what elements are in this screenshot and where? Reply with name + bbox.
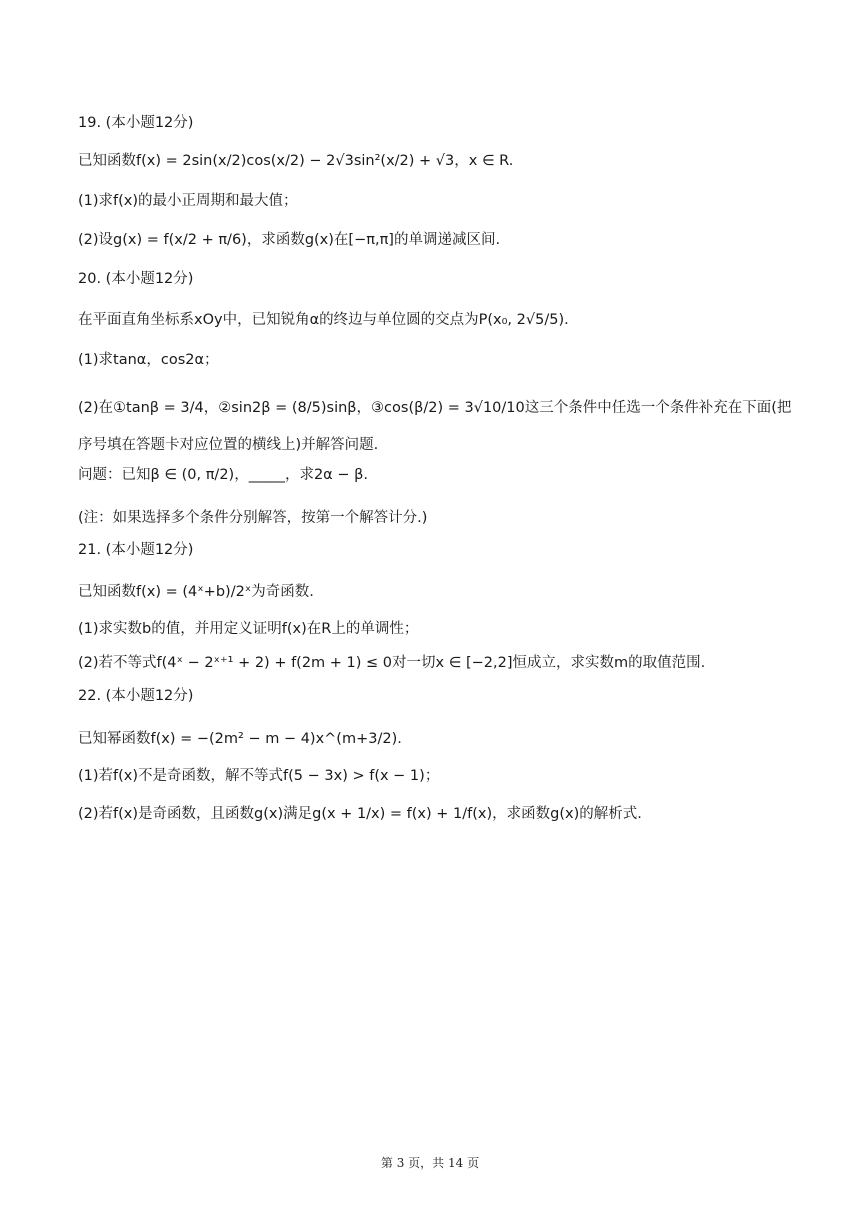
question-20-note: (注：如果选择多个条件分别解答，按第一个解答计分.) bbox=[78, 510, 428, 526]
question-20-problem: 问题：已知β ∈ (0, π/2)，_____，求2α − β. bbox=[78, 467, 368, 483]
question-20-stem: 在平面直角坐标系xOy中，已知锐角α的终边与单位圆的交点为P(x₀, 2√5/5). bbox=[78, 312, 569, 328]
question-22-header: 22. (本小题12分) bbox=[78, 688, 194, 704]
question-20-part-1: (1)求tanα，cos2α； bbox=[78, 352, 219, 368]
question-19-part-2: (2)设g(x) = f(x/2 + π/6)，求函数g(x)在[−π,π]的单调递减区间. bbox=[78, 232, 501, 248]
question-21-stem: 已知函数f(x) = (4ˣ+b)/2ˣ为奇函数. bbox=[78, 584, 314, 600]
question-19-stem: 已知函数f(x) = 2sin(x/2)cos(x/2) − 2√3sin²(x/2) + √3，x ∈ R. bbox=[78, 153, 514, 169]
question-20-header: 20. (本小题12分) bbox=[78, 271, 194, 287]
question-21-header: 21. (本小题12分) bbox=[78, 542, 194, 558]
question-20-part-2: (2)在①tanβ = 3/4，②sin2β = (8/5)sinβ，③cos(β/2) = 3√10/10这三个条件中任选一个条件补充在下面(把序号填在答题卡对应位置的横线上)并解答问题. bbox=[78, 400, 792, 453]
question-22-part-1: (1)若f(x)不是奇函数，解不等式f(5 − 3x) > f(x − 1)； bbox=[78, 768, 440, 784]
question-19-header: 19. (本小题12分) bbox=[78, 115, 194, 131]
question-21-part-1: (1)求实数b的值，并用定义证明f(x)在R上的单调性； bbox=[78, 621, 419, 637]
page-number-footer: 第 3 页，共 14 页 bbox=[380, 1156, 480, 1170]
question-22-stem: 已知幂函数f(x) = −(2m² − m − 4)x^(m+3/2). bbox=[78, 731, 402, 747]
question-22-part-2: (2)若f(x)是奇函数，且函数g(x)满足g(x + 1/x) = f(x) + 1/f(x)，求函数g(x)的解析式. bbox=[78, 806, 642, 822]
question-19-part-1: (1)求f(x)的最小正周期和最大值； bbox=[78, 193, 298, 209]
question-21-part-2: (2)若不等式f(4ˣ − 2ˣ⁺¹ + 2) + f(2m + 1) ≤ 0对一切x ∈ [−2,2]恒成立，求实数m的取值范围. bbox=[78, 655, 706, 671]
